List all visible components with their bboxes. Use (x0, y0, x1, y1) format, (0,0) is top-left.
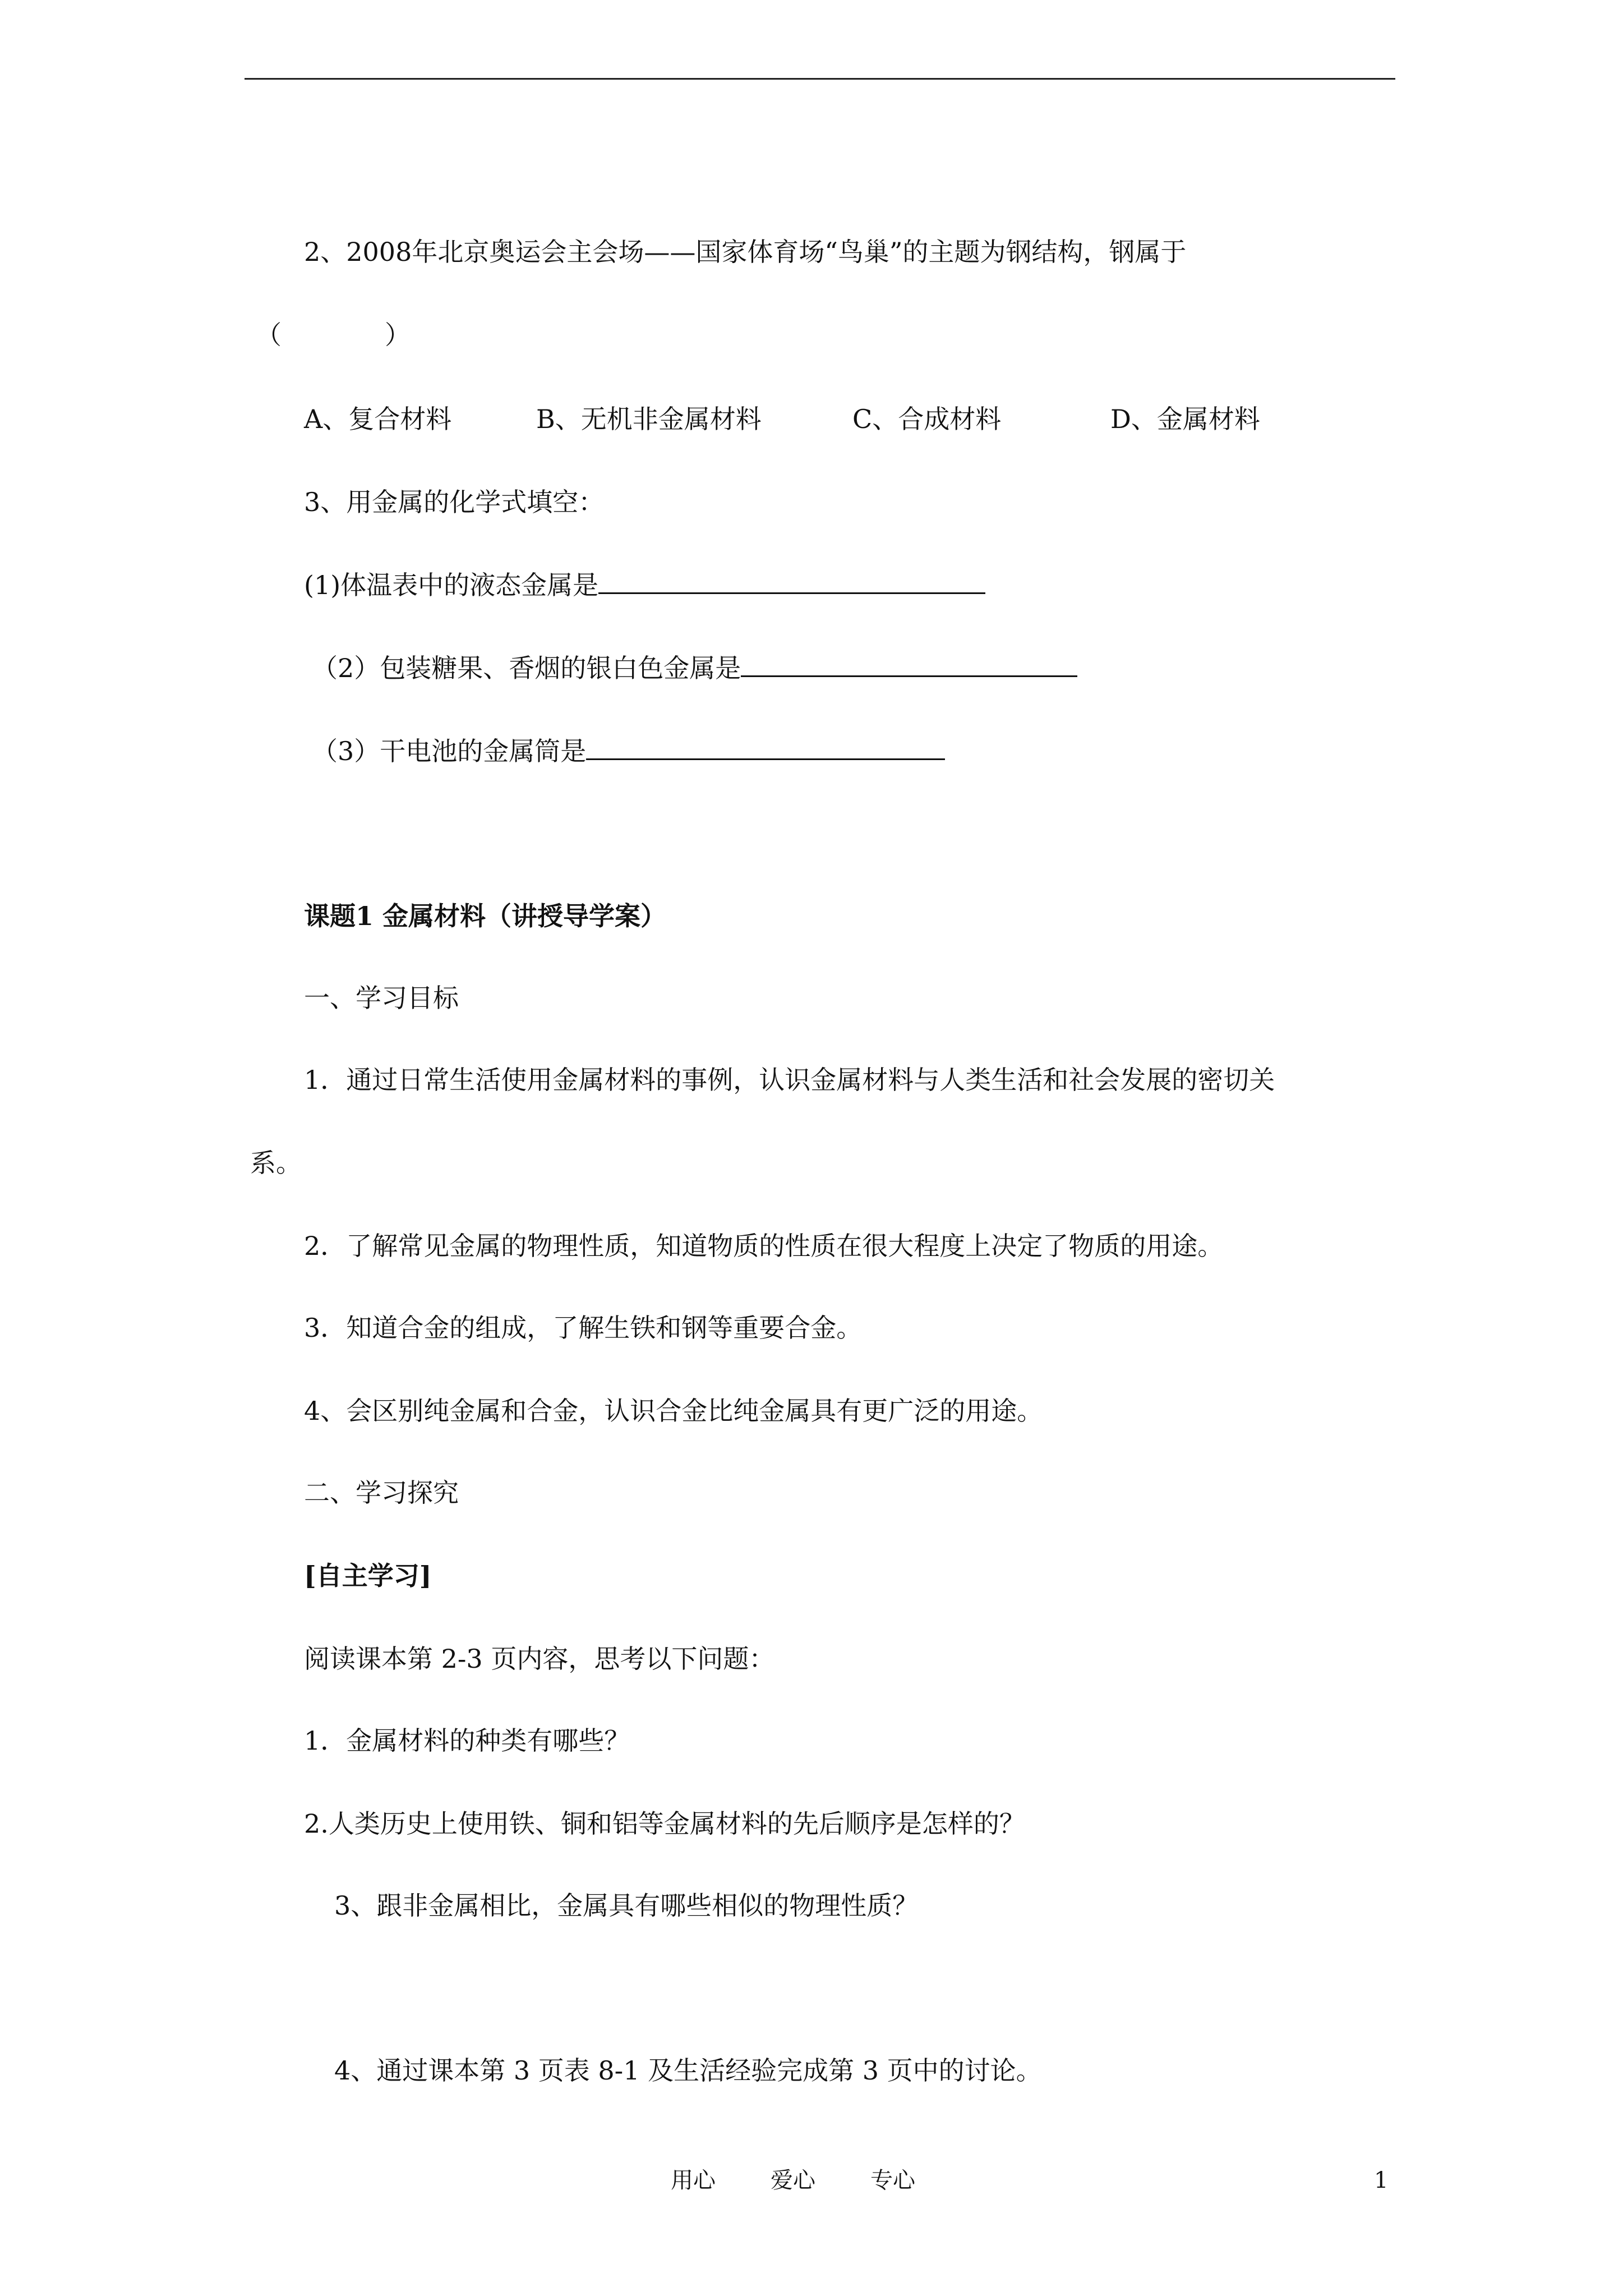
footer-slogan-3: 专心 (870, 2168, 915, 2193)
explore-heading: 二、学习探究 (304, 1478, 459, 1508)
goal-1-line-2: 系。 (250, 1148, 302, 1178)
header-rule (245, 78, 1395, 80)
goal-1-line-1: 1．通过日常生活使用金属材料的事例，认识金属材料与人类生活和社会发展的密切关 (304, 1065, 1275, 1095)
question-2-options (0, 403, 1623, 436)
option-c: C、合成材料 (852, 404, 1002, 434)
question-3-title: 3、用金属的化学式填空： (304, 487, 605, 517)
question-3-item-2 (312, 651, 1077, 684)
section-title: 课题1 金属材料（讲授导学案） (304, 901, 667, 931)
question-3-item-3 (312, 734, 945, 767)
goal-4: 4、会区别纯金属和合金，认识合金比纯金属具有更广泛的用途。 (304, 1396, 1043, 1426)
answer-blank-3[interactable] (586, 734, 945, 760)
self-study-heading: [自主学习] (304, 1561, 432, 1591)
page-number: 1 (1374, 2168, 1389, 2193)
study-question-3: 3、跟非金属相比，金属具有哪些相似的物理性质？ (334, 1890, 919, 1921)
question-3-item-1 (304, 568, 985, 601)
answer-blank-1[interactable] (598, 568, 985, 594)
study-question-1: 1．金属材料的种类有哪些？ (304, 1726, 630, 1756)
question-2-stem: 2、2008年北京奥运会主会场——国家体育场“鸟巢”的主题为钢结构，钢属于 (304, 237, 1187, 267)
study-question-2: 2.人类历史上使用铁、铜和铝等金属材料的先后顺序是怎样的？ (304, 1809, 1025, 1839)
reading-instruction: 阅读课本第 2-3 页内容，思考以下问题： (304, 1644, 775, 1674)
question-2-answer-paren: （ ） (256, 320, 411, 350)
answer-blank-2[interactable] (741, 651, 1077, 677)
study-question-4: 4、通过课本第 3 页表 8-1 及生活经验完成第 3 页中的讨论。 (334, 2055, 1042, 2086)
question-3-item-2-label: （2）包装糖果、香烟的银白色金属是 (312, 653, 741, 683)
option-d: D、金属材料 (1110, 404, 1260, 434)
question-3-item-3-label: （3）干电池的金属筒是 (312, 736, 587, 766)
goals-heading: 一、学习目标 (304, 983, 459, 1013)
question-3-item-1-label: (1)体温表中的液态金属是 (304, 570, 599, 600)
goal-2: 2．了解常见金属的物理性质，知道物质的性质在很大程度上决定了物质的用途。 (304, 1231, 1224, 1261)
goal-3: 3．知道合金的组成，了解生铁和钢等重要合金。 (304, 1313, 863, 1343)
footer-slogan-1: 用心 (671, 2168, 716, 2193)
option-a: A、复合材料 (304, 404, 452, 434)
option-b: B、无机非金属材料 (536, 404, 762, 434)
footer-slogan-2: 爱心 (771, 2168, 815, 2193)
